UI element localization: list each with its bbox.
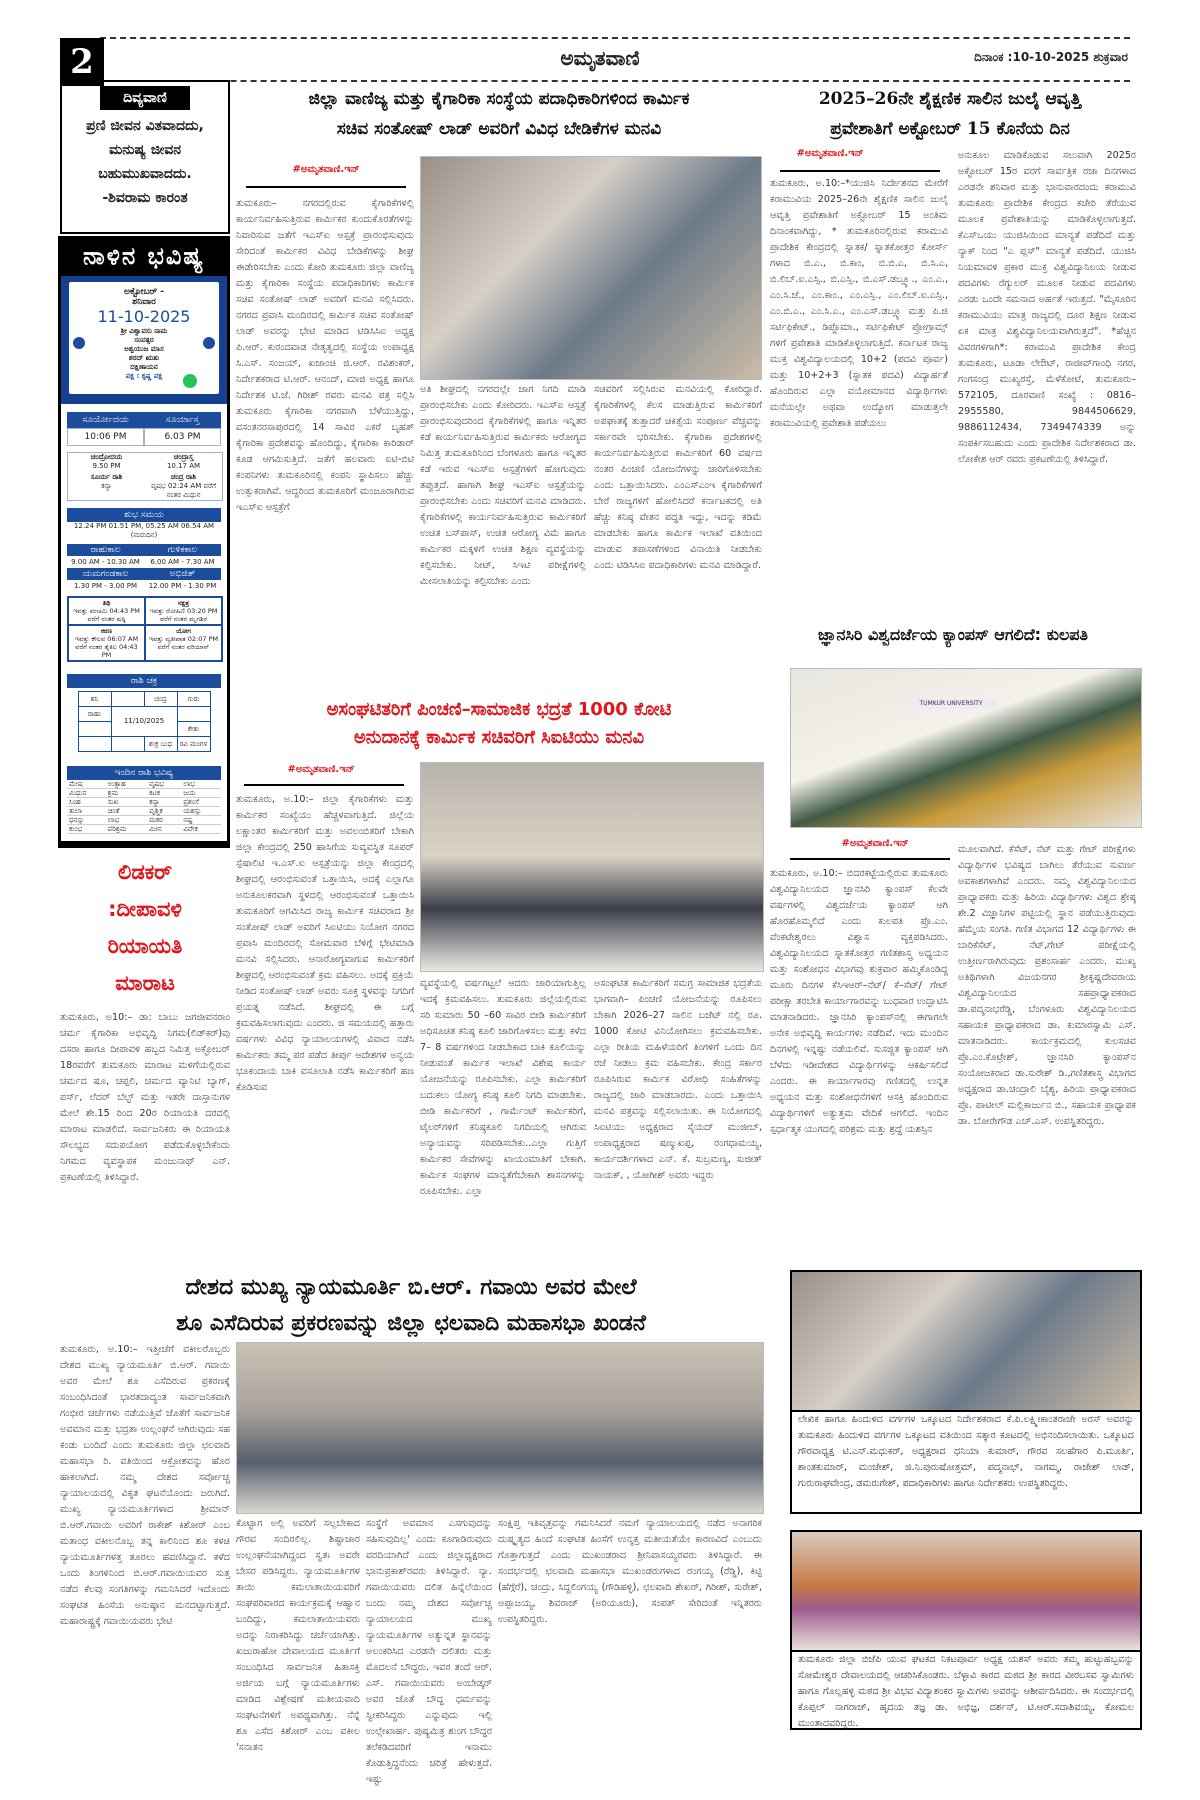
chakra-cell: ಗುರು — [177, 692, 210, 707]
divyavani-title: ದಿವ್ಯವಾಣಿ — [100, 86, 190, 110]
surya-rashi: ಕನ್ಯಾ — [101, 482, 112, 490]
divyavani-box — [60, 80, 230, 234]
rashi-prediction: ವಿವೇಕ — [181, 825, 221, 834]
chakra-cell: ಶನಿ — [78, 692, 111, 707]
surya-rashi-label: ಸೂರ್ಯ ರಾಶಿ — [90, 473, 123, 481]
sunrise-time: 10:06 PM — [67, 428, 144, 446]
quote-line: -ಶಿವರಾಮ ಕಾರಂತ — [102, 190, 188, 206]
headline-line: ಲಿಡಕರ್ — [117, 860, 173, 884]
moon-times — [67, 452, 223, 501]
chakra-cell — [111, 737, 144, 752]
gulika-value: 6.00 AM - 7.30 AM — [150, 558, 215, 566]
headline-line: ಅನುದಾನಕ್ಕೆ ಕಾರ್ಮಿಕ ಸಚಿವರಿಗೆ ಸಿಐಟಿಯು ಮನವಿ — [353, 727, 645, 748]
story2-col1: ತುಮಕೂರು, ಅ.10:–*ಯುಜಿಸಿ ನಿರ್ದೇಶನದ ಮೇರೆಗೆ ಕರಾಮುವಿಯ 2025–26ನೇ ಶೈಕ್ಷಣಿಕ ಸಾಲಿನ ಜುಲೈ ಆವೃತ್ತಿ ಪ್ರವೇಶಾತಿಗೆ ಅಕ್ಟೋಬರ್ 15 ಅಂತಿಮ ದಿನಾಂಕವಾಗಿದ್ದು, * ತುಮಕೂರಿನಲ್ಲಿರುವ ಕರಾಮುವಿ ಪ್ರಾದೇಶಿಕ ಕೇಂದ್ರದಲ್ಲಿ ಸ್ನಾತಕ/ ಸ್ನಾತಕೋತ್ತರ ಕೋರ್ಸ್ ಗಳಾದ ಬಿ.ಎ., ಬಿ.ಕಾಂ, ಬಿ.ಬಿ.ಎ, ಬಿ.ಸಿ.ಎ, ಬಿ.ಲಿಬ್.ಐ.ಎಸ್ಸಿ., ಬಿ.ಎಸ್ಸಿ., ಬಿ.ಎಸ್.ಡಬ್ಲ್ಯೂ., ಎಂ.ಎ., ಎಂ.ಸಿ.ಜೆ., ಎಂ.ಕಾಂ., ಎಂ.ಎಸ್ಸಿ., ಎಂ.ಲಿಬ್.ಐ.ಎಸ್ಸಿ., ಎಂ.ಬಿ.ಎ., ಎಂ.ಸಿ.ಎ., ಎಂ.ಎಸ್.ಡಬ್ಲ್ಯೂ ಮತ್ತು ಪಿ.ಜಿ ಸರ್ಟಿಫಿಕೇಟ್., ಡಿಪ್ಲೊಮಾ., ಸರ್ಟಿಫಿಕೇಟ್ ಪ್ರೋಗ್ರಾಮ್ಸ್ ಗಳಿಗೆ ಪ್ರವೇಶಾತಿ ಮಾಡಿಕೊಳ್ಳಲಾಗುತ್ತಿದೆ. ಕರ್ನಾಟಕ ರಾಜ್ಯ ಮುಕ್ತ ವಿಶ್ವವಿದ್ಯಾಲಯದಲ್ಲಿ 10+2 (ಪದವಿ ಪೂರ್ವ) ಮತ್ತು 10+2+3 (ಸ್ನಾತಕ ಪದವಿ) ವಿದ್ಯಾರ್ಹತೆ ಹೊಂದಿರುವ ಎಲ್ಲಾ ವಯೋಮಾನದ ವಿದ್ಯಾರ್ಥಿಗಳು ಮನೆಯಲ್ಲೇ ಅಥವಾ ಉದ್ಯೋಗ ಮಾಡುತ್ತಲೇ ಕರಾಮುವಿಯಲ್ಲಿ ಪ್ರವೇಶಾತಿ ಪಡೆಯಲು — [770, 178, 948, 429]
sunset-label: ಸೂರ್ಯಾಸ್ತ — [165, 415, 200, 425]
story5-col4: ಸಂಕ್ಷಿಪ್ತ ಇತಿವೃತ್ತವನ್ನು ಗಮನಿಸಿದರೆ ನಮಗೆ ನ್ಯಾಯಾಲಯದಲ್ಲಿ ನಡೆದ ಅನಾಗರಿಕ ದುಷ್ಕೃತ್ಯದ ಹಿಂದೆ ಸಂಘಟಿತ ಹಿಂಸೆಗೆ ಉನ್ಮತ್ತ ಮತೀಯತೆಯೇ ಕಾರಣವಿದೆ ಎಂಬುದು ಗೊತ್ತಾಗುತ್ತದೆ ಎಂದು ಮುಖಂಡರಾದ ಶ್ರೀನಿವಾಸಯ್ಯರವರು ತಿಳಿಸಿದ್ದಾರೆ. ಈ ಸಂದರ್ಭದಲ್ಲಿ ಛಲವಾದಿ ಮಹಾಸಭಾ ಮುಖಂಡರುಗಳಾದ ರಂಗಯ್ಯ (ರೆಡ್ಡಿ), ಕಿಟ್ಟಿ (ಹೆಗ್ಗೆರೆ), ಚಂದ್ರು, ಸಿದ್ದಲಿಂಗಯ್ಯ (ಗೌಡಿಹಳ್ಳಿ), ಛಲವಾದಿ ಶೇಖರ್, ಗಿರೀಶ್, ಸುರೇಶ್, ಅಪ್ಪಾಜಯ್ಯ, ಶಿವರಾಜ್ (ಅರಿಯೂರು), ಸಂಪತ್ ಸೇರಿದಂತೆ ಇನ್ನಿತರರು ಉಪಸ್ಥಿತರಿದ್ದರು. — [498, 1518, 762, 1625]
headline-line: ದೇಶದ ಮುಖ್ಯ ನ್ಯಾಯಮೂರ್ತಿ ಬಿ.ಆರ್. ಗವಾಯಿ ಅವರ ಮೇಲೆ — [185, 1275, 637, 1300]
rashi-chakra-grid — [78, 691, 211, 752]
rashi-prediction: ಸುಖ — [106, 798, 148, 807]
rashi-table — [67, 780, 221, 834]
headline-line: ಪ್ರವೇಶಾತಿಗೆ ಅಕ್ಟೋಬರ್ 15 ಕೊನೆಯ ದಿನ — [830, 119, 1070, 139]
samvatsara-line: ಸಂವತ್ಸರ — [134, 336, 154, 344]
rashi-prediction: ಯಶಸ್ಸು — [181, 807, 221, 816]
felicitation-photo — [790, 1270, 1142, 1412]
rashi-bhavishya-title: ಇಂದಿನ ರಾಶಿ ಭವಿಷ್ಯ — [67, 766, 221, 780]
month-label: ಅಕ್ಟೋಬರ್ - — [124, 287, 164, 297]
rashi-name: ಕನ್ಯಾ — [147, 798, 181, 807]
samvatsara — [69, 327, 219, 372]
samvatsara-line: ಶರದ್ ಋತು — [128, 354, 160, 362]
chakra-cell: ಕೇತು — [177, 722, 210, 737]
felicitation-caption: ಲೇಖಿಕ ಹಾಗೂ ಹಿಂದುಳಿದ ವರ್ಗಗಳ ಒಕ್ಕೂಟದ ನಿರ್ದೇಶಕರಾದ ಕೆ.ಪಿ.ಲಕ್ಷ್ಮೀಕಾಂತರಾಜೇ ಅರಸ್ ಅವರನ್ನು ತುಮಕೂರು ಹಿಂದುಳಿದ ವರ್ಗಗಳ ಒಕ್ಕೂಟದ ವತಿಯಿಂದ ಸತ್ಕಾರ ಕೂಟದಲ್ಲಿ ಅಭಿನಂದಿಸಲಾಯಿತು. ಒಕ್ಕೂಟದ ಗೌರವಾಧ್ಯಕ್ಷ ಟಿ.ಎನ್.ಮಧುಕರ್, ಅಧ್ಯಕ್ಷರಾದ ಧನಿಯಾ ಕುಮಾರ್, ಗೌರವ ಸಲಹೆಗಾರ ಪಿ.ಮೂರ್ತಿ, ಶಾಂತಕುಮಾರ್, ಮಂಜೇಶ್, ಜಿ.ನಿ.ಪುರುಷೋತ್ತಮ್, ಪದ್ಮನಾಭ್, ನಾಗಮ್ಮ, ರಾಜೇಶ್ ಲಾಡ್, ಗುರುರಾಘವೇಂದ್ರ, ಡಮರುಗೇಶ್, ಪದಾಧಿಕಾರಿಗಳು ಹಾಗೂ ನಿರ್ದೇಶಕರು ಉಪಸ್ಥಿತರಿದ್ದರು. — [790, 1410, 1142, 1514]
next-arrow-icon[interactable] — [203, 337, 215, 349]
page-number: 2 — [60, 38, 104, 86]
headline-line: ಮಾರಾಟ — [115, 971, 175, 995]
story3-tag: #ಅಮೃತವಾಣಿ.ಇನ್ — [287, 764, 355, 775]
rashi-name: ತುಲಾ — [67, 807, 106, 816]
shubha-samaya — [67, 508, 221, 540]
shubha-times: 12.24 PM 01.51 PM, 05.25 AM 06.54 AM — [73, 522, 215, 530]
rashi-name: ಧನಸ್ಸು — [67, 816, 106, 825]
samvatsara-line: ದಕ್ಷಿಣಾಯನ — [130, 363, 158, 371]
rashi-name: ಮಕರ — [147, 816, 181, 825]
story3-col3: ಅಸಂಘಟಿತ ಕಾರ್ಮಿಕರಿಗೆ ಸಮಗ್ರ ಸಾಮಾಜಿಕ ಭದ್ರತೆಯ ಭಾಗವಾಗಿ– ಪಿಂಚಣಿ ಯೋಜನೆಯನ್ನು ರೂಪಿಸಲು ಬೇಕಾಗಿ 2026–27 ಸಾಲಿನ ಬಜೆಟ್ ನಲ್ಲಿ ರೂ. 1000 ಕೋಟಿ ವಿನಿಯೋಗಿಸಲು ಕ್ರಮವಹಿಸಬೇಕು. ಎಲ್ಲಾ ರೀತಿಯ ಮಹಿಳೆಯರಿಗೆ ತಿಂಗಳಿಗೆ ಒಂದು ದಿನ ರಜೆ ನೀಡಲು ಕ್ರಮ ವಹಿಸಬೇಕು. ಕೇಂದ್ರ ಸರ್ಕಾರ ರೂಪಿಸಿರುವ ಕಾರ್ಮಿಕ ವಿರೋಧಿ ಸಂಹಿತೆಗಳನ್ನು ರಾಜ್ಯದಲ್ಲಿ ಜಾರಿ ಮಾಡಬಾರದು. ಎಂದು ಒತ್ತಾಯಿಸಿ ಮನವಿ ಪತ್ರವನ್ನು ಸಲ್ಲಿಸಲಾಯಿತು. ಈ ನಿಯೋಗದಲ್ಲಿ ಸಿಐಟಿಯು ಅಧ್ಯಕ್ಷರಾದ ಸೈಯದ್ ಮುಜೀಬ್, ಉಪಾಧ್ಯಕ್ಷರಾದ ಷಣ್ಮುಖಪ್ಪ, ರಂಗಧಾಮಯ್ಯ, ಕಾರ್ಯದರ್ಶಿಗಳಾದ ಎನ್. ಕೆ. ಸುಬ್ರಮಣ್ಯ, ಸುಜೀತ್ ನಾಯಕ್, , ಯೋಗೀಶ್ ಅವರು ಇದ್ದರು — [594, 978, 762, 1181]
moonrise-label: ಚಂದ್ರೋದಯ — [90, 453, 123, 461]
rashi-prediction: ಜಯ — [181, 789, 221, 798]
birthday-caption: ತುಮಕೂರು ಜಿಲ್ಲಾ ಬಿಜೆಪಿ ಯುವ ಘಟಕದ ನಿಕಟಪೂರ್ವ ಅಧ್ಯಕ್ಷ ಯಶಸ್ ಅವರು ತಮ್ಮ ಹುಟ್ಟುಹಬ್ಬವನ್ನು ಸೋಮೇಶ್ವರ ದೇವಾಲಯದಲ್ಲಿ ಆಚರಿಸಿಕೊಂಡರು. ಬೆಳ್ಳಾವಿ ಕಾರದ ಮಠದ ಶ್ರೀ ಕಾರದ ವೀರಬಸವ ಸ್ವಾಮಿಗಳು ಹಾಗೂ ಗೊಲ್ಲಹಳ್ಳಿ ಮಠದ ಶ್ರೀ ವಿಭವ ವಿದ್ಯಾಶಂಕರ ಸ್ವಾಮಿಗಳು ಅವರನ್ನು ಆಶೀರ್ವದಿಸಿದರು. ಈ ಸಂದರ್ಭದಲ್ಲಿ ಕೊಪ್ಪಲ್ ನಾಗರಾಜ್, ಹೃದಯ ತಜ್ಞ ಡಾ. ಅಭಿಜ್ಞ, ದರ್ಶನ್, ಟಿ.ಆರ್.ಸದಾಶಿವಯ್ಯ, ಕೋಮಲ ಮುಂತಾದವರಿದ್ದರು. — [790, 1650, 1142, 1730]
rashi-row — [67, 807, 221, 816]
quote-line: ಪ್ರಣಿ ಜೀವನ ವಿತವಾದದು, — [86, 118, 204, 134]
rashi-name: ಕುಂಭ — [67, 825, 106, 834]
headline-line: ರಿಯಾಯತಿ — [107, 934, 183, 958]
headline-line: ಜಿಲ್ಲಾ ವಾಣಿಜ್ಯ ಮತ್ತು ಕೈಗಾರಿಕಾ ಸಂಸ್ಥೆಯ ಪದಾಧಿಕಾರಿಗಳಿಂದ ಕಾರ್ಮಿಕ — [308, 89, 690, 109]
story2-tag: #ಅಮೃತವಾಣಿ.ಇನ್ — [796, 148, 864, 159]
lidkar-headline — [60, 854, 230, 1002]
panchanga-date: 11-10-2025 — [97, 307, 191, 326]
headline-line: 2025–26ನೇ ಶೈಕ್ಷಣಿಕ ಸಾಲಿನ ಜುಲೈ ಆವೃತ್ತಿ — [818, 89, 1082, 109]
header-bottom-dashed-rule — [100, 80, 1130, 82]
sunset-time: 6.03 PM — [144, 428, 221, 446]
headline-line: ಸಚಿವ ಸಂತೋಷ್ ಲಾಡ್ ಅವರಿಗೆ ವಿವಿಧ ಬೇಡಿಕೆಗಳ ಮನವಿ — [336, 119, 662, 139]
tag-underline — [780, 170, 940, 172]
masthead: ಅಮೃತವಾಣಿ — [560, 46, 640, 70]
story3-col1: ತುಮಕೂರು, ಅ.10:– ಜಿಲ್ಲಾ ಕೈಗಾರಿಕೆಗಳು ಮತ್ತು ಕಾರ್ಮಿಕರ ಸಂಖ್ಯೆಯು ಹೆಚ್ಚಳವಾಗುತ್ತಿದೆ. ಜಿಲ್ಲೆಯ ಲಕ್ಷಾಂತರ ಕಾರ್ಮಿಕರಿಗೆ ಮತ್ತು ಅವಲಂಬಿತರಿಗೆ ಬೇಕಾಗಿ ಜಿಲ್ಲಾ ಕೇಂದ್ರದಲ್ಲಿ 250 ಹಾಸಿಗೆಯ ಸುವ್ಯವಸ್ಥಿತ ಸೂಪರ್ ಸ್ಪೆಷಾಲಿಟಿ ಇ.ಎಸ್.ಐ ಆಸ್ಪತ್ರೆಯನ್ನು ಜಿಲ್ಲಾ ಕೇಂದ್ರದಲ್ಲಿ ಶೀಘ್ರದಲ್ಲಿ ಆರಂಭಿಸುವಂತೆ ಒತ್ತಾಯಿಸಿ, ಅದಕ್ಕೆ ಎಲ್ಲಾಗೂ ಅನುಕೂಲಕರವಾಗಿ ಸ್ಥಳದಲ್ಲಿ ಆರಂಭಿಸುವಂತೆ ಒತ್ತಾಯಿಸಿ ತುಮಕೂರಿಗೆ ಆಗಮಿಸಿದ ರಾಜ್ಯ ಕಾರ್ಮಿಕ ಸಚಿವರಾದ ಶ್ರೀ ಸಂತೋಷ್ ಲಾಡ್ ಅವರಿಗೆ ಸಿಐಟಿಯು ನಿಯೋಗ ನಗರದ ಪ್ರವಾಸಿ ಮಂದಿರದಲ್ಲಿ ಸೋಮವಾರ ಬೆಳಿಗ್ಗೆ ಭೇಟಿಮಾಡಿ ಮನವಿ ಸಲ್ಲಿಸಿದರು. ಆನಾರೋಗ್ಯವಾಗುವ ಕಾರ್ಮಿಕರಿಗೆ ಶೀಘ್ರದಲ್ಲಿ ಆರಂಭಿಸುವಂತೆ ಕ್ರಮ ವಹಿಸಲು. ಅದಕ್ಕೆ ಪ್ರಕ್ರಿಯೆ ನೀಡಿದ ಸಂತೋಷ್ ಲಾಡ್ ಅವರು ಸೂಕ್ತ ಸ್ಥಳವನ್ನು ನಿಗದಿಗೆ ಪ್ರಯತ್ನ ನಡೆಸಿದೆ. ಶೀಘ್ರದಲ್ಲಿ ಈ ಬಗ್ಗೆ ಕ್ರಮವಹಿಸಲಾಗುವುದು ಎಂದರು. ಜಿ ಸಮಯದಲ್ಲಿ ಹತ್ತಾರು ವರ್ಷಗಳು ವಿವಿಧ ನ್ಯಾಯಾಲಯಗಳಲ್ಲಿ ವಿವಾದ ನಡೆಸಿ ಕಾರ್ಮಿಕರು ತಮ್ಮ ಪರ ಪಡೆದ ತೀರ್ಪು ಆದೇಶಗಳ ಅನ್ವಯ ಭೂಕಂದಾಯ ಬಾಕಿ ವಸೂಲಾತಿ ನಡೆಸಿ ಕಾರ್ಮಿಕರಿಗೆ ಹಣ ಕೊಡಿಸುವ — [236, 794, 414, 1093]
chakra-cell — [177, 707, 210, 722]
story3-photo — [420, 762, 764, 972]
headline-line: :ದೀಪಾವಳಿ — [108, 897, 182, 921]
yoga-label: ಯೋಗ — [176, 627, 191, 635]
rashi-name: ಮೀನ — [147, 825, 181, 834]
rashi-name: ಕಟಕ — [147, 789, 181, 798]
rashi-prediction: ಉತ್ಸಾಹ — [106, 780, 148, 789]
yamaganda-label: ಯಮಗಂಡಕಾಲ — [82, 569, 129, 579]
moonset-time: 10.17 AM — [166, 462, 201, 470]
story1-col1: ತುಮಕೂರು– ನಗರದಲ್ಲಿರುವ ಕೈಗಾರಿಕೆಗಳಲ್ಲಿ ಕಾರ್ಯನಿರ್ವಹಿಸುತ್ತಿರುವ ಕಾರ್ಮಿಕರ ಕುಂದುಕೊರತೆಗಳನ್ನು ನಿವಾರಿಸುವ ಜತೆಗೆ ಇಎಸ್‌ಐ ಆಸ್ಪತ್ರೆ ಪ್ರಾರಂಭಿಸುವುದು ಸೇರಿದಂತೆ ಕಾರ್ಮಿಕರ ವಿವಿಧ ಬೇಡಿಕೆಗಳನ್ನು ಶೀಘ್ರ ಈಡೇರಿಸಬೇಕು ಎಂದು ಕೋರಿ ತುಮಕೂರು ಜಿಲ್ಲಾ ವಾಣಿಜ್ಯ ಮತ್ತು ಕೈಗಾರಿಕಾ ಸಂಸ್ಥೆಯ ಪದಾಧಿಕಾರಿಗಳು ಕಾರ್ಮಿಕ ಸಚಿವ ಸಂತೋಷ್ ಲಾಡ್ ಅವರಿಗೆ ಮನವಿ ಸಲ್ಲಿಸಿದರು. ನಗರದ ಪ್ರವಾಸಿ ಮಂದಿರದಲ್ಲಿ ಕಾರ್ಮಿಕ ಸಚಿವ ಸಂತೋಷ್ ಲಾಡ್ ಅವರನ್ನು ಭೇಟಿ ಮಾಡಿದ ಟಿಡಿಸಿಸಿಐ ಅಧ್ಯಕ್ಷ ಪಿ.ಆರ್. ಕುರಂದವಾಡ ನೇತೃತ್ವದಲ್ಲಿ ಸಂಸ್ಥೆಯ ಉಪಾಧ್ಯಕ್ಷ ಸಿ.ಎಸ್. ಸಂಜಯ್, ಖಜಾಂಚಿ ಜಿ.ಆರ್. ರವಿಶಂಕರ್, ನಿರ್ದೇಶಕರಾದ ಟಿ.ಆರ್. ಆನಂದ್, ಮಾಜಿ ಅಧ್ಯಕ್ಷ ಹಾಗೂ ನಿರ್ದೇಶಕ ಟಿ.ಜೆ. ಗಿರೀಶ್ ರವರು ಮನವಿ ಪತ್ರ ಸಲ್ಲಿಸಿ ತುಮಕೂರು ಕೈಗಾರಿಕಾ ನಗರವಾಗಿ ಬೆಳೆಯುತ್ತಿದ್ದು, ವಸಂತನರಸಾಪುರದಲ್ಲಿ 14 ಸಾವಿರ ಎಕರೆ ಬೃಹತ್ ಕೈಗಾರಿಕಾ ಪ್ರದೇಶವನ್ನು ಹೊಂದಿದ್ದು, ಕೈಗಾರಿಕಾ ಕಾರಿಡಾರ್ ಕೂಡ ಆಗಮಿಸುತ್ತಿದೆ. ಜತೆಗೆ ಹಲವಾರು ಐಟಿ-ಬಿಟಿ ಕಂಪನಿಗಳು ತುಮಕೂರಿನಲ್ಲಿ ಕಂಪನಿ ಸ್ಥಾಪಿಸಲು ಹೆಚ್ಚು ಉತ್ಸುಕರಾಗಿವೆ. ಆದ್ದರಿಂದ ತುಮಕೂರಿಗೆ ಮಂಜೂರಾಗಿರುವ ಇಎಸ್‌ಐ ಆಸ್ಪತ್ರೆಗೆ — [236, 198, 414, 513]
rashi-name: ಮಿಥುನ — [67, 789, 106, 798]
rashi-row — [67, 798, 221, 807]
chakra-cell: ಚಂದ್ರ — [144, 692, 177, 707]
rashi-prediction: ಪರಿಶ್ರಮ — [106, 825, 148, 834]
samvatsara-line: ಅಶ್ವಯುಜ ಮಾಸ — [124, 345, 164, 353]
rahukala-value: 9.00 AM - 10.30 AM — [71, 558, 140, 566]
tithi-grid — [67, 596, 223, 662]
story5-col2: ಕೊಟ್ಟಾಗ ಅಲ್ಲಿ ಅವರಿಗೆ ಸಲ್ಲಬೇಕಾದ ಗೌರವ ಸಂದಿರಲಿಲ್ಲ. ಶಿಷ್ಟಾಚಾರ ಉಲ್ಲಂಘನೆಯಾಗಿದ್ದಂದ ಸ್ವತಃ ಅವರೇ ಬೇಸರ ಪಡಿಸಿದ್ದರು. ನ್ಯಾಯಮೂರ್ತಿಗಳ ತಾಯಿ ಕಮಲಾತಾಯಿಯವರಿಗೆ ಸಂಘಪರಿವಾರದ ಕಾರ್ಯಕ್ರಮಕ್ಕೆ ಆಹ್ವಾನ ಬಂದಿದ್ದು, ಕಮಲಾತಾಯಿಯವರು ಅದನ್ನು ನಿರಾಕರಿಸಿದ್ದು ಚರ್ಚೆಯಾಗಿತ್ತು. ಖಜುರಾಹೋ ದೇವಾಲಯದ ಮೂರ್ತಿಗೆ ಸಂಬಂಧಿಸಿದ ಸಾರ್ವಜನಿಕ ಹಿತಾಸಕ್ತಿ ಅರ್ಜಿಯ ಬಗ್ಗೆ ನ್ಯಾಯಮೂರ್ತಿಗಳು ಮಾಡಿದ ವಿಶ್ಲೇಷಣೆ ಮತೀಯವಾದಿ ಸಂಘಟನೆಗಳಿಗೆ ಅಪಥ್ಯವಾಗಿತ್ತು. ನೆನ್ನೆ ಶೂ ಎಸೆದ ಕಿಶೋರ್ ಎಂಬ ವಕೀಲ 'ಸನಾತನ — [236, 1518, 360, 1753]
lidkar-body: ತುಮಕೂರು, ಅ10:– ಡಾ: ಬಾಬು ಜಗಜೀವನರಾಂ ಚರ್ಮ ಕೈಗಾರಿಕಾ ಅಭಿವೃದ್ಧಿ ನಿಗಮ(ಲಿಡ್‌ಕರ್)ವು ದಸರಾ ಹಾಗೂ ದೀಪಾವಳಿ ಹಬ್ಬದ ನಿಮಿತ್ತ ಅಕ್ಟೋಬರ್ 18ರವರೆಗೆ ತುಮಕೂರು ಮಾರಾಟ ಮಳಿಗೆಯಲ್ಲಿರುವ ಚರ್ಮದ ಷೂ, ಚಪ್ಪಲಿ, ಚರ್ಮದ ವ್ಯಾನಿಟಿ ಬ್ಯಾಗ್, ಪರ್ಸ್, ಲೆದರ್ ಬೆಲ್ಟ್ ಮತ್ತು ಇತರೇ ದಾಸ್ತಾನುಗಳ ಮೇಲೆ ಶೇ.15 ರಿಂದ 20ರ ರಿಯಾಯತಿ ದರದಲ್ಲಿ ಮಾರಾಟ ಮಾಡಲಿದೆ. ಸಾರ್ವಜನಿಕರು ಈ ರಿಯಾಯತಿ ಸೌಲಭ್ಯದ ಸದುಪಯೋಗ ಪಡೆದುಕೊಳ್ಳಬೇಕೆಂದು ನಿಗಮದ ವ್ಯವಸ್ಥಾಪಕ ಮಂಜುನಾಥ್ ಎನ್. ಪ್ರಕಟಣೆಯಲ್ಲಿ ತಿಳಿಸಿದ್ದಾರೆ. — [60, 1012, 230, 1183]
chakra-cell — [78, 737, 111, 752]
story5-col3: ಸಂಸ್ಥೆಗೆ ಅವಮಾನ ಎಸಗುವುದನ್ನು ಸಹಿಸುವುದಿಲ್ಲ' ಎಂದು ಕೂಗಾಡಿರುವುದು ವರದಿಯಾಗಿದೆ ಎಂದು ಜಿಲ್ಲಾಧ್ಯಕ್ಷರಾದ ಭಾನುಪ್ರಕಾಶ್‌ರವರು ತಿಳಿಸಿದ್ದಾರೆ. ನ್ಯಾ. ಗವಾಯಿಯವರು ದಲಿತ ಹಿನ್ನೆಲೆಯಿಂದ ಬಂದು ನಮ್ಮ ದೇಶದ ಸರ್ವೋಚ್ಚ ನ್ಯಾಯಾಲಯದ ಮುಖ್ಯ ನ್ಯಾಯಮೂರ್ತಿಗಳ ಅತ್ಯುನ್ನತ ಸ್ಥಾನವನ್ನು ಅಲಂಕರಿಸಿದ ಎರಡನೇ ದಲಿತರು ಮತ್ತು ಮೊದಲನೆ ಬೌದ್ಧರು. ಇವರ ತಂದೆ ಆರ್. ಎಸ್. ಗವಾಯಿಯವರು ಅಂಬೇಡ್ಕರ್ ಅವರ ಜೊತೆ ಬೌದ್ಧ ಧರ್ಮವನ್ನು ಸ್ವೀಕರಿಸಿದ್ದರು ಎನ್ನುವುದು ಇಲ್ಲಿ ಉಲ್ಲೇಖಾರ್ಹ. ಪುಷ್ಯಮಿತ್ರ ಶುಂಗ ಬೌದ್ಧರ ತಲೆಕಡಿದವರಿಗೆ ಇನಾಮು ಕೊಡುತ್ತಿದ್ದನೆಂದು ಚರಿತ್ರೆ ಹೇಳುತ್ತದೆ. ಇಷ್ಟು — [366, 1518, 492, 1785]
nakshatra-label: ನಕ್ಷತ್ರ — [178, 599, 189, 607]
karana-label: ಕರಣ — [101, 627, 112, 635]
panchanga-widget — [58, 236, 230, 848]
birthday-photo — [790, 1530, 1142, 1652]
divyavani-quote — [62, 114, 228, 210]
header-top-dashed-rule — [100, 37, 1130, 39]
quote-line: ಬಹುಮುಖವಾದದು. — [98, 166, 192, 182]
story1-col2: ಅತಿ ಶೀಘ್ರದಲ್ಲಿ ನಗರದಲ್ಲೇ ಜಾಗ ನಿಗದಿ ಮಾಡಿ ಪ್ರಾರಂಭಿಸಬೇಕು ಎಂದು ಕೋರಿದರು. ಇಎಸ್‌ಐ ಆಸ್ಪತ್ರೆ ಪ್ರಾರಂಭಿಸುವುದರಿಂದ ಕೈಗಾರಿಕೆಗಳಲ್ಲಿ ಹಾಗೂ ಇನ್ನಿತರ ಕಡೆ ಕಾರ್ಯನಿರ್ವಹಿಸುತ್ತಿರುವ ಕಾರ್ಮಿಕರು ಆರೋಗ್ಯದ ನಿಮಿತ್ತ ತುಮಕೂರಿನಿಂದ ಬೆಂಗಳೂರು ಹಾಗೂ ಇನ್ನಿತರ ಕಡೆ ಇರುವ ಇಎಸ್‌ಐ ಆಸ್ಪತ್ರೆಗಳಿಗೆ ಹೋಗುವುದು ತಪ್ಪುತ್ತದೆ. ಹಾಗಾಗಿ ಶೀಘ್ರ ಇಎಸ್‌ಐ ಆಸ್ಪತ್ರೆಯನ್ನು ಪ್ರಾರಂಭಿಸಬೇಕು ಎಂದು ಸಚಿವರಿಗೆ ಮನವಿ ಮಾಡಿದರು. ಕೈಗಾರಿಕೆಗಳಲ್ಲಿ ಕಾರ್ಯನಿರ್ವಹಿಸುತ್ತಿರುವ ಕಾರ್ಮಿಕರಿಗೆ ಉಚಿತ ಬಸ್‌ಪಾಸ್, ಉಚಿತ ಆರೋಗ್ಯ ವಿಮೆ ಹಾಗೂ ಕಾರ್ಮಿಕರ ಮಕ್ಕಳಿಗೆ ಉಚಿತ ಶಿಕ್ಷಣ ವ್ಯವಸ್ಥೆಯನ್ನು ಕಲ್ಪಿಸಬೇಕು. ನೀಟ್, ಸಿಇಟಿ ಪರೀಕ್ಷೆಗಳಲ್ಲಿ ಮೀಸಲಾತಿಯನ್ನು ಕಲ್ಪಿಸಬೇಕು ಎಂದು — [420, 384, 586, 587]
shubha-note: (ಮರುದಿನ) — [130, 531, 158, 539]
rashi-prediction: ನಷ್ಟ — [181, 816, 221, 825]
karana-value: ಇವತ್ತು ಕೌಲವ 06:07 AM ವರೆಗೆ ನಂತರ ತೈತಿಲ 04:43 PM — [74, 635, 139, 659]
chandra-rashi: ವೃಷಭ 02:24 AM ವರೆಗೆ ನಂತರ ಮಿಥುನ — [150, 482, 217, 499]
story4-col1: ತುಮಕೂರು, ಅ.10:– ಬಿದರಕಟ್ಟೆಯಲ್ಲಿರುವ ತುಮಕೂರು ವಿಶ್ವವಿದ್ಯಾನಿಲಯದ ಜ್ಞಾನಸಿರಿ ಕ್ಯಾಂಪಸ್ ಕೆಲವೇ ವರ್ಷಗಳಲ್ಲಿ ವಿಶ್ವದರ್ಜೆಯ ಕ್ಯಾಂಪಸ್ ಆಗಿ ಹೊರಹೊಮ್ಮಲಿದೆ ಎಂದು ಕುಲಪತಿ ಪ್ರೊ.ಎಂ. ವೆಂಕಟೇಶ್ವರಲು ವಿಶ್ವಾಸ ವ್ಯಕ್ತಪಡಿಸಿದರು. ವಿಶ್ವವಿದ್ಯಾನಿಲಯದ ಸ್ನಾತಕೋತ್ತರ ಗಣಿತಶಾಸ್ತ್ರ ಅಧ್ಯಯನ ಮತ್ತು ಸಂಶೋಧನ ವಿಭಾಗವು ಶುಕ್ರವಾರ ಹಮ್ಮಿಕೊಂಡಿದ್ದ ಮೂರು ದಿನಗಳ ಕೆಸಿಇಆರ್–ನೆಟ್/ ಕೆ–ಸೆಟ್/ ಗೇಟ್ ಪರೀಕ್ಷಾ ತರಬೇತಿ ಕಾರ್ಯಾಗಾರವನ್ನು ಬುಧವಾರ ಉದ್ಘಾಟಿಸಿ ಮಾತನಾಡಿದರು. ಜ್ಞಾನಸಿರಿ ಕ್ಯಾಂಪಸ್‌ನಲ್ಲಿ ಈಗಾಗಲೇ ಅನೇಕ ಅಭಿವೃದ್ಧಿ ಕಾರ್ಯಗಳು ನಡೆದಿವೆ. ಇದು ಮುಂದಿನ ದಿನಗಳಲ್ಲಿ ಇನ್ನಷ್ಟು ನಡೆಯಲಿವೆ. ಸುಸಜ್ಜಿತ ಕ್ಯಾಂಪಸ್ ಆಗಿ ಬೆಳೆದು ಇಡೀದೇಶದ ವಿದ್ಯಾರ್ಥಿಗಳನ್ನು ಆಕರ್ಷಿಸಲಿದೆ ಎಂದರು. ಈ ಕಾರ್ಯಾಗಾರವು ಗಣಿತದಲ್ಲಿ ಉನ್ನತ ಅಧ್ಯಯನ ಮತ್ತು ಸಂಶೋಧನೆಗಳಿಗೆ ಆಸಕ್ತಿ ಹೊಂದಿರುವ ವಿದ್ಯಾರ್ಥಿಗಳಿಗೆ ಅತ್ಯುತ್ತಮ ವೇದಿಕೆ ಆಗಲಿದೆ. ಇಂದಿನ ಸ್ಪರ್ಧಾತ್ಮಕ ಯುಗದಲ್ಲಿ ಪರಿಶ್ರಮ ಮತ್ತು ಶ್ರದ್ಧೆ ಯಶಸ್ಸಿನ — [770, 868, 948, 1135]
rashi-prediction: ಲಾಭ — [181, 780, 221, 789]
gulika-label: ಗುಳಿಕಕಾಲ — [167, 545, 198, 555]
tag-underline — [246, 186, 406, 188]
story4-col2: ಮೂಲವಾಗಿದೆ. ಕೆಸೆಟ್, ನೆಟ್ ಮತ್ತು ಗೇಟ್ ಪರೀಕ್ಷೆಗಳು ವಿದ್ಯಾರ್ಥಿಗಳ ಭವಿಷ್ಯದ ಬಾಗಿಲು ತೆರೆಯುವ ಸುವರ್ಣ ಅವಕಾಶಗಳಾಗಿವೆ ಎಂದರು. ನಮ್ಮ ವಿಶ್ವವಿದ್ಯಾನಿಲಯದ ಪ್ರಾಧ್ಯಾಪಕರು ಮತ್ತು ಹಿರಿಯ ವಿದ್ಯಾರ್ಥಿಗಳು ವಿಶ್ವದ ಶ್ರೇಷ್ಠ ಶೇ.2 ವಿಜ್ಞಾನಿಗಳ ಪಟ್ಟಿಯಲ್ಲಿ ಸ್ಥಾನ ಪಡೆಯುತ್ತಿರುವುದು ಹೆಮ್ಮೆಯ ಸಂಗತಿ. ಗಣಿತ ವಿಭಾಗದ 12 ವಿದ್ಯಾರ್ಥಿಗಳು ಈ ಬಾರಿಕೆಸೆಟ್, ನೆಟ್,ಗೇಟ್ ಪರೀಕ್ಷೆಯಲ್ಲಿ ಉತ್ತೀರ್ಣರಾಗಿರುವುದು ಪ್ರಶಂಸಾರ್ಹ ಎಂದರು. ಮುಖ್ಯ ಅತಿಥಿಗಳಾಗಿ ವಿಜಯನಗರ ಶ್ರೀಕೃಷ್ಣದೇವರಾಯ ವಿಶ್ವವಿದ್ಯಾನಿಲಯದ ಸಹಪ್ರಾಧ್ಯಾಪಕರಾದ ಡಾ.ಪದ್ಮನಾಭರೆಡ್ಡಿ, ಬೆಂಗಳೂರು ವಿಶ್ವವಿದ್ಯಾನಿಲಯದ ಸಹಾಯಕ ಪ್ರಾಧ್ಯಾಪಕರಾದ ಡಾ. ಕುಮಾರಸ್ವಾಮಿ ಎಸ್. ಮಾತನಾಡಿದರು. ಕಾರ್ಯಕ್ರಮದಲ್ಲಿ ಕುಲಸಚಿವ ಪ್ರೊ.ಎಂ.ಕೊಟ್ರೇಶ್, ಜ್ಞಾನಸಿರಿ ಕ್ಯಾಂಪಸ್‌ನ ಸಂಯೋಜಕರಾದ ಡಾ.ಸುರೇಶ್ ಡಿ.,ಗಣಿತಶಾಸ್ತ್ರ ವಿಭಾಗದ ಅಧ್ಯಕ್ಷರಾದ ಡಾ.ಚಂದ್ರಾಲಿ ಬೈಶ್ಯ, ಹಿರಿಯ ಪ್ರಾಧ್ಯಾಪಕರಾದ ಪ್ರೊ. ಪಾಟೀಲ್ ಮಲ್ಲಿಕಾರ್ಜುನ ಬಿ., ಸಹಾಯಕ ಪ್ರಾಧ್ಯಾಪಕ ಡಾ. ಬೋರೇಗೌಡ ಎಚ್.ಎಸ್. ಉಪಸ್ಥಿತರಿದ್ದರು. — [958, 844, 1136, 1127]
tag-underline — [244, 784, 404, 786]
abhijit-label: ಅಭಿಜಿತ್ — [169, 569, 196, 579]
chakra-cell: ಶುಕ್ರ ಬುಧ — [144, 737, 177, 752]
chandra-rashi-label: ಚಂದ್ರ ರಾಶಿ — [170, 473, 197, 481]
dateline: ದಿನಾಂಕ :10-10-2025 ಶುಕ್ರವಾರ — [974, 50, 1128, 64]
rashi-chakra — [67, 674, 221, 755]
chakra-center-date: 11/10/2025 — [111, 707, 177, 737]
chakra-cell — [78, 722, 111, 737]
prev-arrow-icon[interactable] — [73, 337, 85, 349]
story1-col3: ಸಚಿವರಿಗೆ ಸಲ್ಲಿಸಿರುವ ಮನವಿಯಲ್ಲಿ ಕೋರಿದ್ದಾರೆ. ಕೈಗಾರಿಕೆಗಳಲ್ಲಿ ಕೆಲಸ ಮಾಡುತ್ತಿರುವ ಕಾರ್ಮಿಕರಿಗೆ ಅಪಘಾತಕ್ಕೆ ತುತ್ತಾದರೆ ಚಿಕಿತ್ಸೆಯ ಸಂಪೂರ್ಣ ವೆಚ್ಚವನ್ನು ಸರ್ಕಾರವೇ ಭರಿಸಬೇಕು. ಕೈಗಾರಿಕಾ ಪ್ರದೇಶಗಳಲ್ಲಿ ಕಾರ್ಯನಿರ್ವಹಿಸುತ್ತಿರುವ ಕಾರ್ಮಿಕರಿಗೆ 60 ವರ್ಷದ ನಂತರ ಪಿಂಚಣಿ ಯೋಜನೆಗಳನ್ನು ಜಾರಿಗೊಳಿಸಬೇಕು ಎಂದು ಒತ್ತಾಯಿಸಿದರು. ಎಂಎಸ್‌ಎಂಇ ಕೈಗಾರಿಕೆಗಳಿಗೆ ಬೇರೆ ರಾಜ್ಯಗಳಿಗೆ ಹೋಲಿಸಿದರೆ ಕರ್ನಾಟಕದಲ್ಲಿ ಅತಿ ಹೆಚ್ಚು ಕನಿಷ್ಠ ವೇತನ ಪದ್ಧತಿ ಇದ್ದು, ಇದನ್ನು ಕಡಿಮೆ ಮಾಡಬೇಕು ಹಾಗೂ ಕಾರ್ಮಿಕ ಇಲಾಖೆ ವತಿಯಿಂದ ಮಾಡುವ ತಪಾಸಣೆಗಳಿಂದ ವಿನಾಯಿತಿ ನೀಡಬೇಕು ಎಂದು ಟಿಡಿಸಿಸಿಐ ಪದಾಧಿಕಾರಿಗಳು ಮನವಿ ಮಾಡಿದ್ದಾರೆ. — [594, 384, 762, 571]
rashi-prediction: ಪ್ರಶಂಸೆ — [181, 798, 221, 807]
tithi-label: ತಿಥಿ — [102, 599, 111, 607]
yamaganda-value: 1.30 PM - 3.00 PM — [73, 582, 138, 590]
rashi-prediction: ಲಾಭ — [106, 816, 148, 825]
rashi-row — [67, 780, 221, 789]
story3-headline — [236, 696, 762, 752]
rashi-name: ಸಿಂಹ — [67, 798, 106, 807]
story1-tag: #ಅಮೃತವಾಣಿ.ಇನ್ — [292, 164, 360, 175]
story4-headline: ಜ್ಞಾನಸಿರಿ ವಿಶ್ವದರ್ಜೆಯ ಕ್ಯಾಂಪಸ್ ಆಗಲಿದೆ: ಕುಲಪತಿ — [817, 625, 1089, 644]
chart-title: ರಾಶಿ ಚಕ್ರ — [67, 674, 221, 688]
abhijit-value: 12.00 PM - 1.30 PM — [148, 582, 217, 590]
story2-headline — [770, 84, 1130, 144]
rashi-row — [67, 816, 221, 825]
rashi-name: ವೃಶ್ಚಿಕ — [147, 807, 181, 816]
rashi-name: ಮೇಷ — [67, 780, 106, 789]
sun-times — [67, 412, 221, 446]
chakra-cell: ರವಿ ಮಂಗಳ — [177, 737, 210, 752]
paksha: ಪಕ್ಷ : ಕೃಷ್ಣ ಪಕ್ಷ — [125, 372, 163, 380]
story1-photo — [420, 156, 762, 380]
yoga-value: ಇವತ್ತು ವ್ಯತೀಪಾತ 02:07 PM ವರೆಗೆ ನಂತರ ವರಿಯಾನ್ — [148, 635, 219, 651]
whatsapp-icon[interactable] — [183, 374, 197, 388]
panchanga-body — [61, 276, 227, 841]
chakra-cell: ರಾಹು — [78, 707, 111, 722]
story5-photo — [236, 1342, 764, 1514]
moonset-label: ಚಂದ್ರಾಸ್ತ — [173, 453, 194, 461]
kala-table — [67, 544, 221, 592]
rashi-name: ವೃಷಭ — [147, 780, 181, 789]
rahukala-label: ರಾಹುಕಾಲ — [90, 545, 121, 555]
headline-line: ಅಸಂಘಟಿತರಿಗೆ ಪಿಂಚಣಿ–ಸಾಮಾಜಿಕ ಭದ್ರತೆ 1000 ಕೋಟಿ — [326, 699, 672, 720]
panchanga-title: ನಾಳಿನ ಭವಿಷ್ಯ — [82, 242, 206, 270]
story4-photo — [790, 668, 1142, 828]
story3-col2: ವ್ಯವಸ್ಥೆಯಲ್ಲಿ ವರ್ಷಗಟ್ಟಲೆ ಆದರು ಜಾರಿಯಾಗುತ್ತಿಲ್ಲ ಇದಕ್ಕೆ ಕ್ರಮವಹಿಸಲು. ತುಮಕೂರು ಜಿಲ್ಲೆಯಲ್ಲಿರುವ ಸರಿ ಸುಮಾರು 50 –60 ಸಾವಿರ ಬೀಡಿ ಕಾರ್ಮಿಕರಿಗೆ ಅಧಿಸೂಚಿತ ಕನಿಷ್ಠ ಕೂಲಿ ಜಾರಿಗೊಳಿಸಲು ಮತ್ತು ಕಳೆದ 7– 8 ವರ್ಷಗಳಿಂದ ನೀಡಬೇಕಾದ ಬಾಕಿ ಕೂಲಿಯನ್ನು ನೀಡುವಂತೆ ಕಾರ್ಮಿಕ ಇಲಾಖೆ ವಿಶೇಷ ಕಾರ್ಯ ಯೋಜನೆಯನ್ನು ರೂಪಿಸಬೇಕು. ಎಲ್ಲಾ ಕಾರ್ಮಿಕರಿಗೆ ಬದುಕಲು ಯೋಗ್ಯ ಕನಿಷ್ಠ ಕೂಲಿ ನಿಗದಿ ಮಾಡಬೇಕು. ಬೀಡಿ ಕಾರ್ಮಿಕರಿಗೆ , ಗಾರ್ಮೆಂಟ್ ಕಾರ್ಮಿಕರಿಗೆ, ಟೈಲರ್‌ಗಳಿಗೆ ಕನಿಷ್ಠಕೂಲಿ ನಿಗದಿಯಲ್ಲಿ ಆಗಿರುವ ಅನ್ಯಾಯವನ್ನು ಸರಿಪಡಿಸಬೇಕು..ಎಲ್ಲಾ ಗುತ್ತಿಗೆ ಕಾರ್ಮಿಕರ ಸೇವೆಗಳನ್ನು ಖಾಯಂಮಾತಿಗೆ ಬೇಕಾಗಿ. ಕಾರ್ಮಿಕ ಸಂಘಗಳ ಮಾನ್ಯತೆಗೆಬೇಕಾಗಿ ಶಾಸನಗಳನ್ನು ರೂಪಿಸಬೇಕು. ಎಲ್ಲಾ — [420, 978, 586, 1197]
story5-headline — [60, 1270, 762, 1342]
samvatsara-line: ಶ್ರೀ ವಿಶ್ವಾವಸು ನಾಮ — [120, 327, 168, 335]
rashi-prediction: ಶ್ರಮ — [106, 789, 148, 798]
rashi-row — [67, 825, 221, 834]
rashi-bhavishya — [67, 766, 221, 834]
headline-line: ಶೂ ಎಸೆದಿರುವ ಪ್ರಕರಣವನ್ನು ಜಿಲ್ಲಾ ಛಲವಾದಿ ಮಹಾಸಭಾ ಖಂಡನೆ — [176, 1311, 646, 1336]
story1-headline — [236, 84, 762, 144]
rashi-prediction: ಚಿಂತೆ — [106, 807, 148, 816]
story4-tag: #ಅಮೃತವಾಣಿ.ಇನ್ — [841, 838, 909, 849]
date-card — [61, 276, 227, 404]
story2-col2: ಅನುಕೂಲ ಮಾಡಿಕೊಡುವ ಸಲುವಾಗಿ 2025ರ ಅಕ್ಟೋಬರ್ 15ರ ವರಗೆ ಸಾರ್ವತ್ರಿಕ ರಜಾ ದಿನಗಳಾದ ಎರಡನೇ ಶನಿವಾರ ಮತ್ತು ಭಾನುವಾರದಂದು ಕರಾಮುವಿ ತುಮಕೂರು ಪ್ರಾದೇಶಿಕ ಕೇಂದ್ರದ ಕಚೇರಿ ತೆರೆಯುವ ಮೂಲಕ ಪ್ರವೇಶಾತಿಯನ್ನು ಮಾಡಿಕೊಳ್ಳಲಾಗುತ್ತದೆ. ಕೆಎಸ್‌ಒಯು ಯುಜಿಸಿಯಿಂದ ಮಾನ್ಯತೆ ಪಡೆದಿದೆ ಮತ್ತು ನ್ಯಾಕ್ ನಿಂದ "ಎ ಪ್ಲಸ್" ಮಾನ್ಯತೆ ಪಡೆದಿದೆ. ಯುಜಿಸಿ ನಿಯಮಾವಳಿ ಪ್ರಕಾರ ಮುಕ್ತ ವಿಶ್ವವಿದ್ಯಾನಿಲಯ ನೀಡುವ ಪದವಿಗಳು ರೆಗ್ಯುಲರ್ ಮೂಲಕ ನೀಡುವ ಪದವಿಗಳು ಎರಡು ಒಂದೇ ಸಮನಾದ ಅರ್ಹತೆ ಇರುತ್ತದೆ. "ಮೈಸೂರಿನ ಕರಾಮುವಿಯು ಮಾತ್ರ ರಾಜ್ಯದಲ್ಲಿ ದೂರ ಶಿಕ್ಷಣ ನೀಡುವ ಏಕ ಮಾತ್ರ ವಿಶ್ವವಿದ್ಯಾನಿಲಯವಾಗಿರುತ್ತದೆ". *ಹೆಚ್ಚಿನ ವಿವರಗಳಿಗಾಗಿ*: ಕರಾಮುವಿ ಪ್ರಾದೇಶಿಕ ಕೇಂದ್ರ ತುಮಕೂರು, ಟೂಡಾ ಲೇಔಟ್, ರಾಜೀವ್‌ಗಾಂಧಿ ನಗರ, ಗಂಗಸಂದ್ರ ಮುಖ್ಯರಸ್ತೆ, ಮೆಳೆಕೋಟೆ, ತುಮಕೂರು–572105, ದೂರವಾಣಿ ಸಂಖ್ಯೆ : 0816–2955580, 9844506629, 9886112434, 7349474339 ಅನ್ನು ಸಂಪರ್ಕಿಸಬಹುದು ಎಂದು ಪ್ರಾದೇಶಿಕ ನಿರ್ದೇಶಕರಾದ ಡಾ. ಲೋಕೇಶ ಆರ್ ರವರು ಪ್ರಕಟಣೆಯಲ್ಲಿ ತಿಳಿಸಿದ್ದಾರೆ. — [958, 150, 1136, 465]
quote-line: ಮನುಷ್ಯ ಜೀವನ — [108, 142, 182, 158]
chakra-cell — [111, 692, 144, 707]
shubha-label: ಶುಭ ಸಮಯ — [67, 508, 221, 522]
sunrise-label: ಸೂರ್ಯೋದಯ — [82, 415, 129, 425]
tithi-value: ಇವತ್ತು ಪಂಚಮಿ 04:43 PM ವರೆಗೆ ನಂತರ ಷಷ್ಠಿ — [73, 607, 140, 623]
story5-col1: ತುಮಕೂರು, ಅ.10:– ಇತ್ತೀಚೆಗೆ ವಕೀಲರೊಬ್ಬರು ದೇಶದ ಮುಖ್ಯ ನ್ಯಾಯಮೂರ್ತಿ ಬಿ.ಆರ್. ಗವಾಯಿ ಅವರ ಮೇಲೆ ಶೂ ಎಸೆದಿರುವ ಪ್ರಕರಣಕ್ಕೆ ಸಂಬಂಧಿಸಿದಂತೆ ಭಾರತದಾದ್ಯಂತ ಸಾರ್ವಜನಿಕವಾಗಿ ಗಂಭೀರ ಚರ್ಚೆಗಳು ನಡೆಯುತ್ತಿವೆ ಜೊತೆಗೆ ಸಾರ್ವಜನಿಕ ಅವಮಾನ ಮತ್ತು ಭದ್ರತಾ ಉಲ್ಲಂಘನೆ ಆಗಿರುವುದು ಸಹ ಕಂಡು ಬಂದಿದೆ ಎಂದು ತುಮಕೂರು ಜಿಲ್ಲಾ ಛಲವಾದಿ ಮಹಾಸಭಾ ರಿ. ವತಿಯಿಂದ ಆಕ್ರೋಶವನ್ನು ಹೊರ ಹಾಕಲಾಗಿದೆ. ನಮ್ಮ ದೇಶದ ಸರ್ವೋಚ್ಚ ನ್ಯಾಯಾಲಯದಲ್ಲಿ ವಿಕೃತ ಘಟನೆಯೊಂದು ಜರುಗಿದೆ. ಮುಖ್ಯ ನ್ಯಾಯಮೂರ್ತಿಗಳಾದ ಶ್ರೀಮಾನ್ ಬಿ.ಆರ್.ಗವಾಯಿ ಅವರಿಗೆ ರಾಕೇಶ್ ಕಿಶೋರ್ ಎಂಬ ಮತಾಂಧ ವಕೀಲನೊಬ್ಬ ತನ್ನ ಕಾಲಿನಿಂದ ಶೂ ಕಳಚಿ ನ್ಯಾಯಮೂರ್ತಿಗಳತ್ತ ತೂರಲು ಹವಣಿಸಿದ್ದಾನೆ. ಕಳೆದ ಒಂದು ತಿಂಗಳಿನಿಂದ ಬಿ.ಆರ್.ಗವಾಯಿಯವರ ಸುತ್ತ ನಡೆದ ಕೆಲವು ಸಂಗತಿಗಳನ್ನು ಗಮನಿಸಿದರೆ ಇದೊಂದು ಸಂಘಟಿತ ಹಿಂಸೆಯ ಅನುಷ್ಠಾನ ಮನದಟ್ಟಾಗುತ್ತದೆ. ಮಹಾರಾಷ್ಟ್ರಕ್ಕೆ ಗವಾಯಿಯವರು ಭೇಟಿ — [60, 1344, 230, 1627]
tag-underline — [790, 858, 950, 860]
weekday-label: ಶನಿವಾರ — [132, 297, 156, 307]
moonrise-time: 9.50 PM — [92, 462, 121, 470]
university-banner: TUMKUR UNIVERSITY — [905, 699, 997, 709]
rashi-row — [67, 789, 221, 798]
nakshatra-value: ಇವತ್ತು ರೋಹಿಣಿ 03:20 PM ವರೆಗೆ ನಂತರ ಮೃಗಶಿರ — [149, 607, 218, 623]
